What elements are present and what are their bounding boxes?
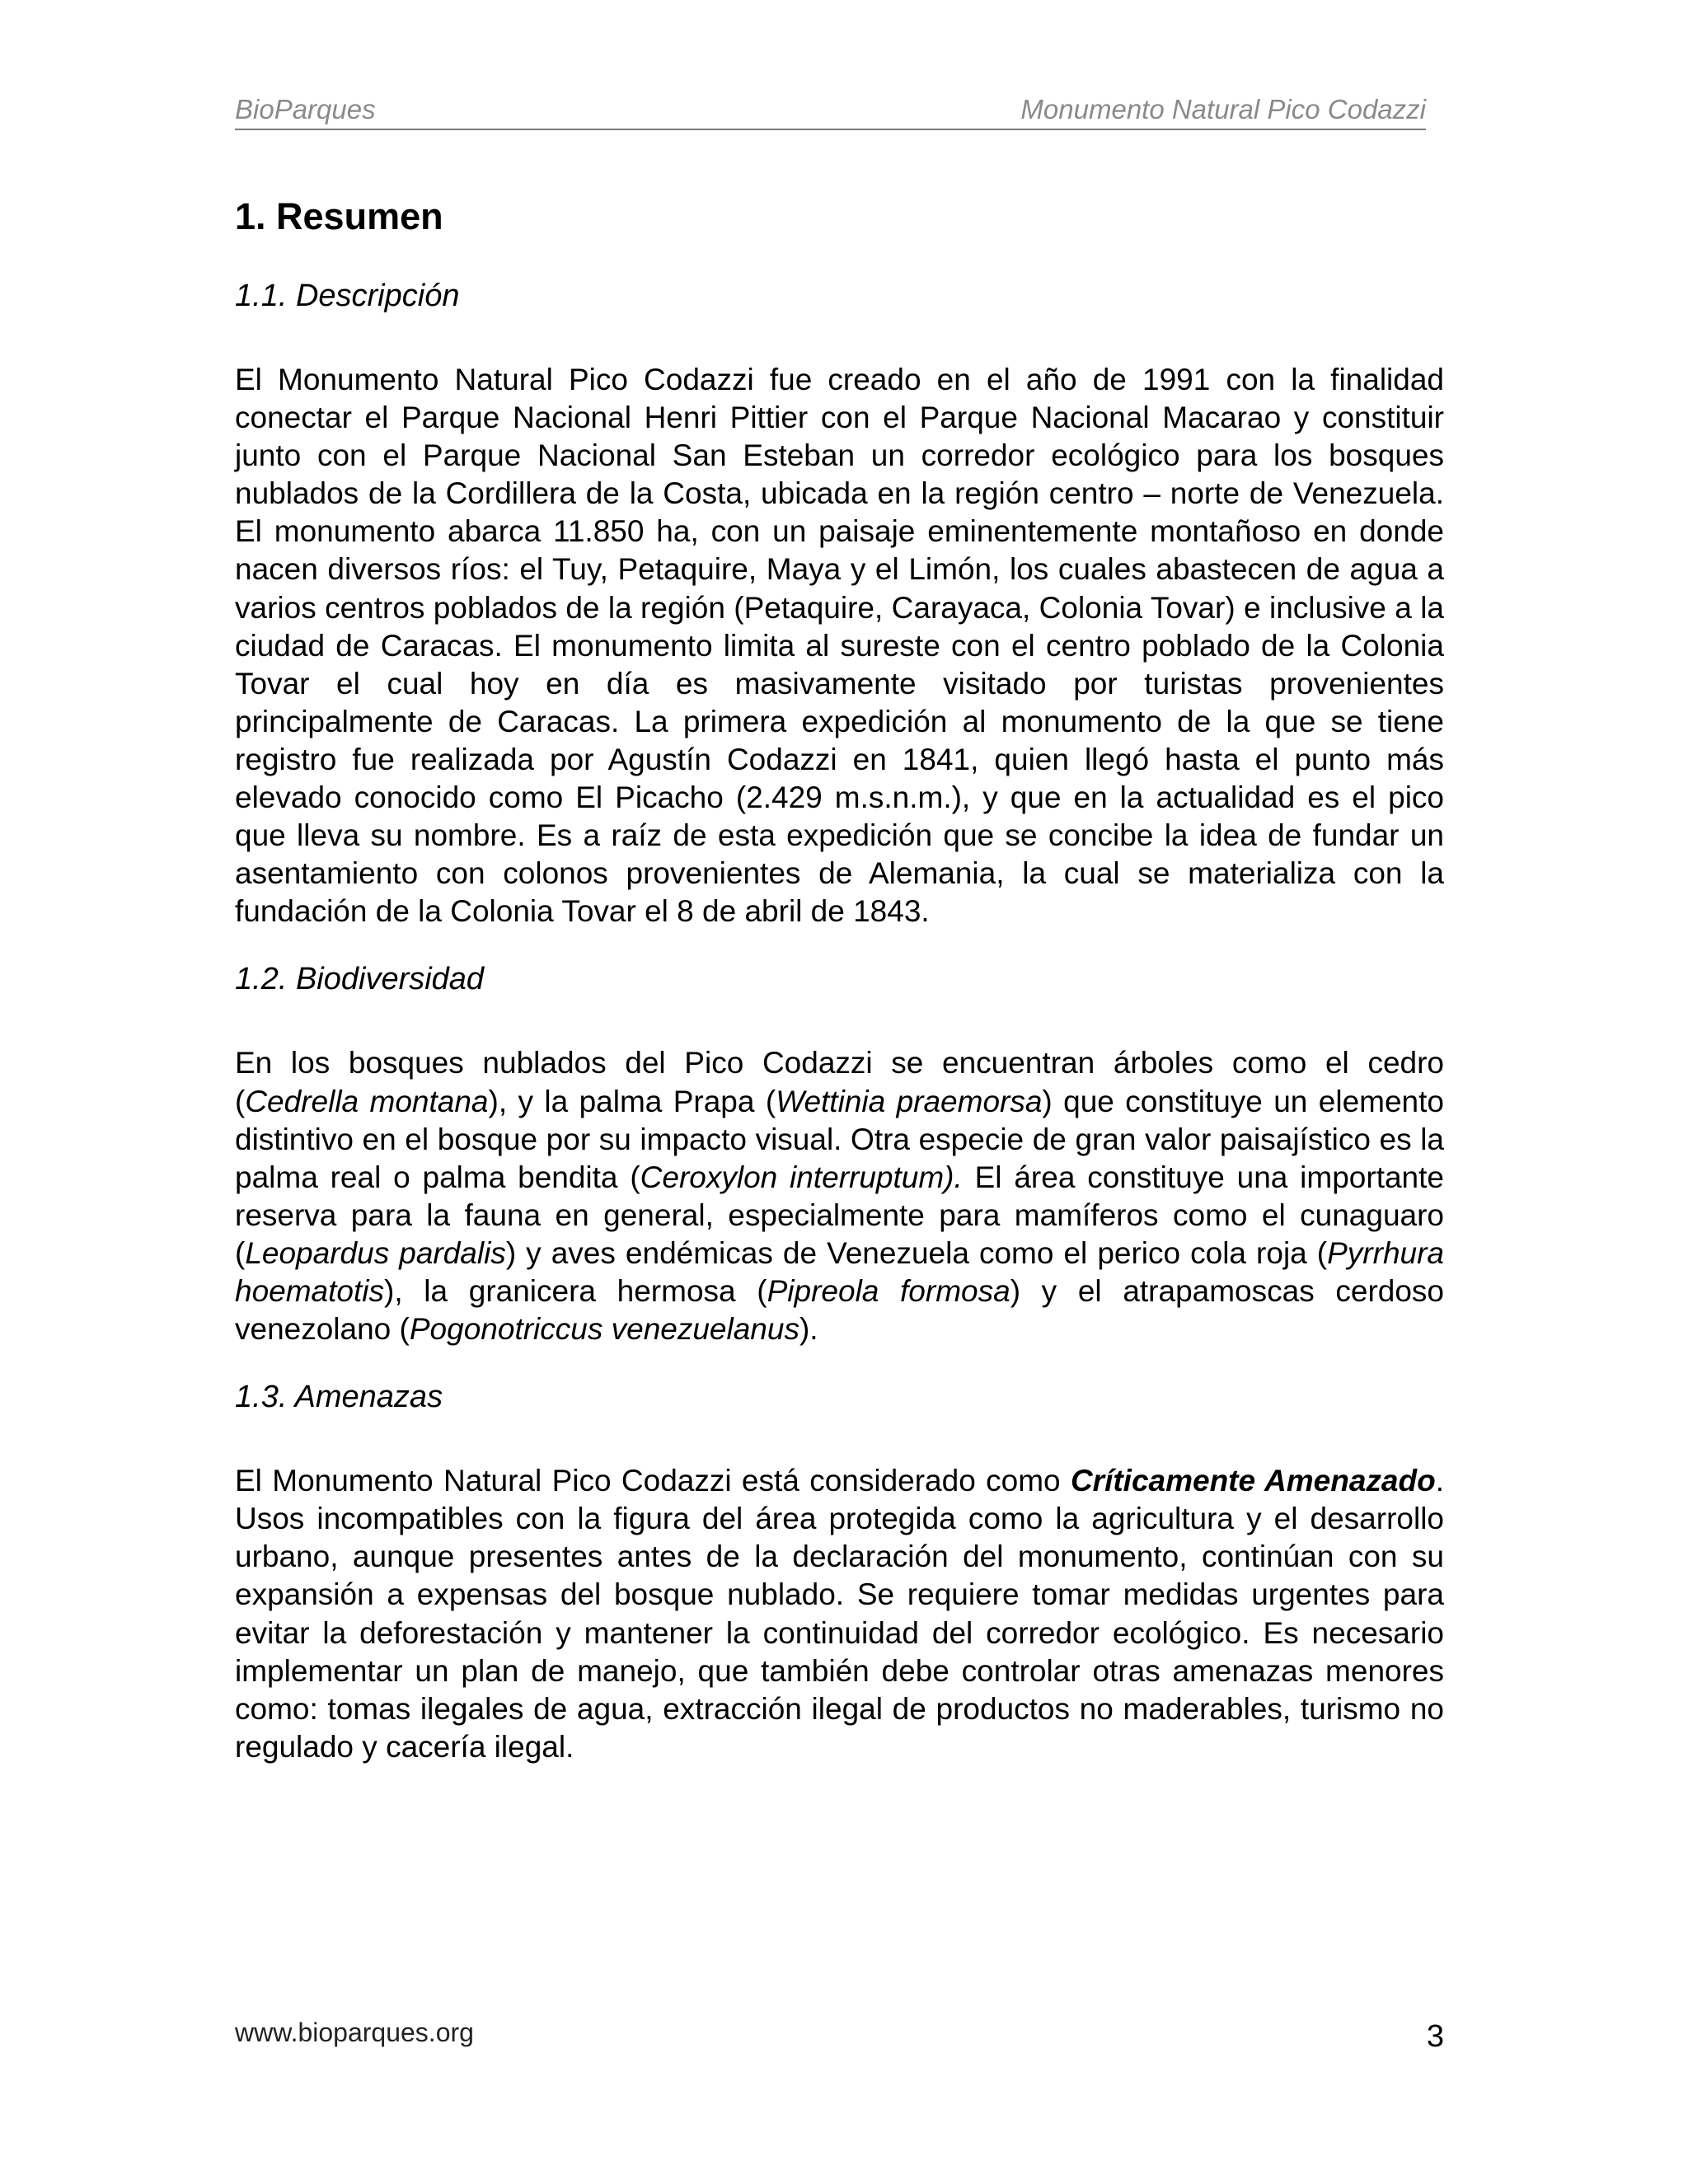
species-name: Pogonotriccus venezuelanus <box>409 1312 799 1347</box>
paragraph-amenazas <box>235 1462 1444 1766</box>
species-name: Wettinia praemorsa <box>776 1084 1043 1118</box>
species-name: Pipreola formosa <box>767 1273 1010 1308</box>
text-run: ). <box>799 1312 818 1347</box>
text-run: ), la granicera hermosa ( <box>384 1273 767 1308</box>
subsection-heading-biodiversidad: 1.2. Biodiversidad <box>235 962 485 997</box>
subsection-heading-amenazas: 1.3. Amenazas <box>235 1380 443 1415</box>
text-run: ) y aves endémicas de Venezuela como el perico cola roja ( <box>505 1235 1328 1270</box>
paragraph-biodiversidad <box>235 1044 1444 1348</box>
species-name: Ceroxylon interruptum). <box>640 1160 963 1194</box>
species-name: Leopardus pardalis <box>245 1235 506 1270</box>
text-run: ), y la palma Prapa ( <box>488 1084 776 1118</box>
species-name: Pyrrhura hoematotis <box>235 1235 1445 1308</box>
page-header <box>235 92 1426 130</box>
text-run: El área constituye una importante reserva para la fauna en general, especialmente para mamíferos como el cunaguaro ( <box>235 1160 1444 1270</box>
text-run: . Usos incompatibles con la figura del área protegida como la agricultura y el desarrollo urbano, aunque presentes antes de la declaración del monumento, continúan con su expansión a expensas del bosque nublado. Se requiere tomar medidas urgentes para evitar la deforestación y mantener la continuidad del corredor ecológico. Es necesario implementar un plan de manejo, que también debe controlar otras amenazas menores como: tomas ilegales de agua, extracción ilegal de productos no maderables, turismo no regulado y cacería ilegal. <box>235 1464 1444 1764</box>
text-run: El Monumento Natural Pico Codazzi fue creado en el año de 1991 con la finalidad conectar el Parque Nacional Henri Pittier con el Parque Nacional Macarao y constituir junto con el Parque Nacional San Esteban un corredor ecológico para los bosques nublados de la Cordillera de la Costa, ubicada en la región centro – norte de Venezuela. El monumento abarca 11.850 ha, con un paisaje eminentemente montañoso en donde nacen diversos ríos: el Tuy, Petaquire, Maya y el Limón, los cuales abastecen de agua a varios centros poblados de la región (Petaquire, Carayaca, Colonia Tovar) e inclusive a la ciudad de Caracas. El monumento limita al sureste con el centro poblado de la Colonia Tovar el cual hoy en día es masivamente visitado por turistas provenientes principalmente de Caracas. La primera expedición al monumento de la que se tiene registro fue realizada por Agustín Codazzi en 1841, quien llegó hasta el punto más elevado conocido como El Picacho (2.429 m.s.n.m.), y que en la actualidad es el pico que lleva su nombre. Es a raíz de esta expedición que se concibe la idea de fundar un asentamiento con colonos provenientes de Alemania, la cual se materializa con la fundación de la Colonia Tovar el 8 de abril de 1843. <box>235 363 1444 929</box>
species-name: Cedrella montana <box>245 1084 489 1118</box>
page-number: 3 <box>1426 2019 1444 2054</box>
header-document-title: Monumento Natural Pico Codazzi <box>1020 94 1426 124</box>
text-run: En los bosques nublados del Pico Codazzi se encuentran árboles como el cedro ( <box>235 1046 1444 1118</box>
text-run: ) que constituye un elemento distintivo en el bosque por su impacto visual. Otra especie de gran valor paisajístico es la palma real o palma bendita ( <box>235 1084 1444 1194</box>
text-run: ) y el atrapamoscas cerdoso venezolano ( <box>235 1273 1445 1347</box>
threat-status: Críticamente Amenazado <box>1070 1464 1436 1498</box>
footer-website-url: www.bioparques.org <box>235 2018 474 2047</box>
text-run: El Monumento Natural Pico Codazzi está considerado como <box>235 1464 1071 1498</box>
paragraph-descripcion <box>235 361 1444 930</box>
page-footer <box>235 2018 1444 2057</box>
section-title: 1. Resumen <box>235 195 443 237</box>
subsection-heading-descripcion: 1.1. Descripción <box>235 279 460 313</box>
header-site-name: BioParques <box>235 94 376 124</box>
document-body <box>235 194 1444 1766</box>
